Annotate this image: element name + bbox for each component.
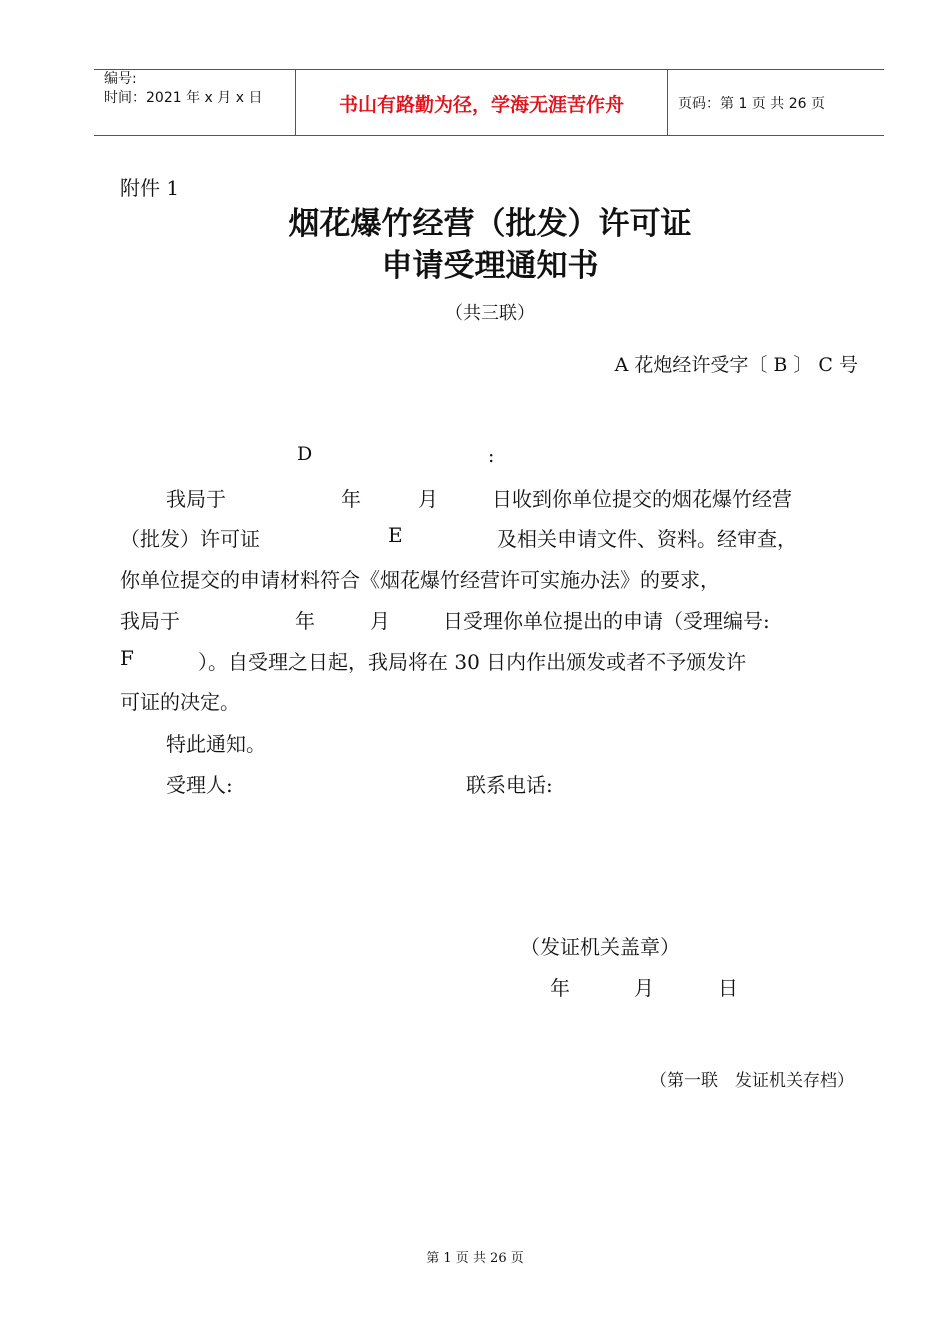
paragraph-line-3: 你单位提交的申请材料符合《烟花爆竹经营许可实施办法》的要求， [120, 568, 720, 592]
addressee-placeholder: D [297, 443, 313, 465]
text-permit-type: （批发）许可证 [120, 527, 260, 551]
text-accepted-suffix: 日受理你单位提出的申请（受理编号: [443, 609, 770, 633]
copies-note: （共三联） [445, 303, 535, 324]
handler-label: 受理人: [166, 773, 233, 797]
copy-note: （第一联 发证机关存档） [650, 1071, 854, 1091]
header-motto: 书山有路勤为径，学海无涯苦作舟 [338, 94, 624, 116]
text-accepted-prefix: 我局于 [120, 609, 180, 633]
attachment-label: 附件 1 [120, 176, 180, 200]
header-time-label: 时间：2021 年 x 月 x 日 [104, 90, 263, 106]
seal-label: （发证机关盖章） [520, 935, 680, 959]
text-year: 年 [341, 487, 361, 511]
header-bottom-border [94, 135, 884, 136]
text-year: 年 [295, 609, 315, 633]
header-divider-2 [667, 69, 668, 135]
text-received-suffix: 日收到你单位提交的烟花爆竹经营 [492, 487, 792, 511]
placeholder-e: E [388, 523, 403, 547]
doc-title-line1: 烟花爆竹经营（批发）许可证 [288, 206, 692, 242]
text-month: 月 [418, 487, 438, 511]
text-month: 月 [370, 609, 390, 633]
notice-text: 特此通知。 [166, 732, 266, 756]
text-related-docs: 及相关申请文件、资料。经审查， [497, 527, 797, 551]
reference-number: A 花炮经许受字〔 B 〕 C 号 [614, 354, 858, 376]
phone-label: 联系电话: [466, 773, 553, 797]
page-footer: 第 1 页 共 26 页 [426, 1251, 524, 1266]
header-page-info: 页码：第 1 页 共 26 页 [678, 96, 825, 112]
header-left-cell [104, 70, 262, 108]
date-month: 月 [634, 976, 654, 1000]
doc-title-line2: 申请受理通知书 [381, 248, 599, 284]
date-day: 日 [718, 976, 738, 1000]
addressee-colon: : [488, 445, 495, 467]
date-year: 年 [550, 976, 570, 1000]
text-received-prefix: 我局于 [166, 487, 226, 511]
placeholder-f: F [120, 646, 134, 670]
header-number-label: 编号: [104, 71, 137, 87]
text-decision-period: ）。自受理之日起，我局将在 30 日内作出颁发或者不予颁发许 [198, 650, 747, 674]
paragraph-line-6: 可证的决定。 [120, 690, 240, 714]
